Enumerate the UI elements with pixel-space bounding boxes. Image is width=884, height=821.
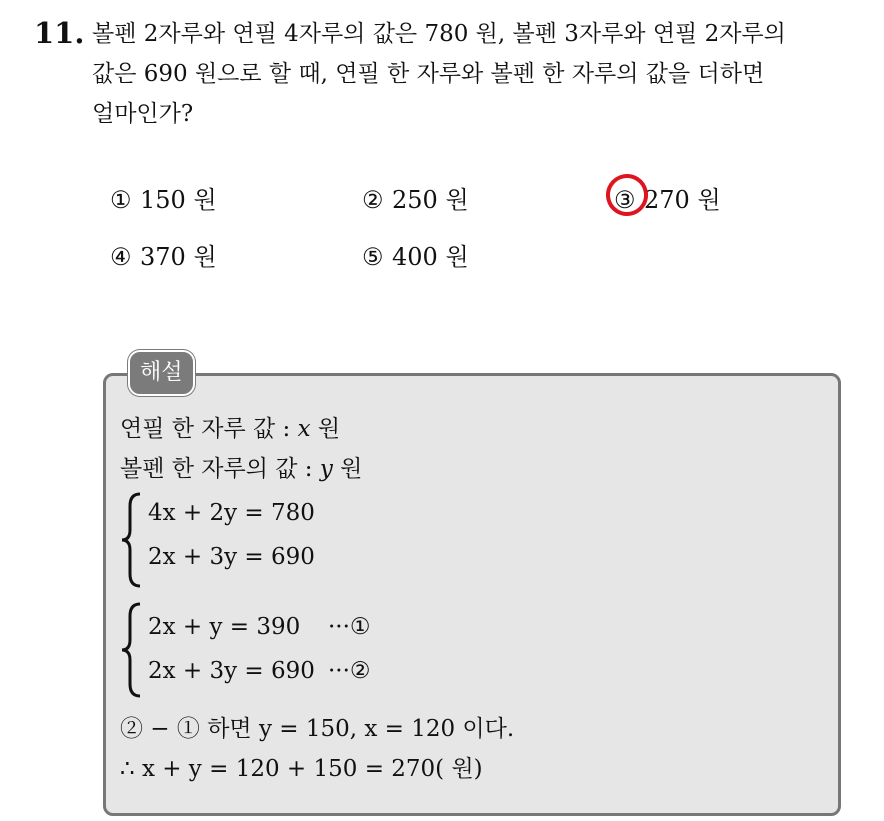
equation: 4x + 2y = 780 <box>148 500 315 526</box>
choice-4[interactable] <box>110 237 217 272</box>
unit-text: 원 <box>310 416 341 442</box>
left-brace-icon <box>120 602 144 698</box>
equation-system-2 <box>120 602 440 698</box>
solution-badge: 해설 <box>128 350 195 396</box>
solution-conclusion-line: ∴ x + y = 120 + 150 = 270( 원) <box>120 756 483 782</box>
variable-x: x <box>297 416 311 442</box>
choice-5[interactable] <box>362 237 469 272</box>
solution-result-line: ② − ① 하면 y = 150, x = 120 이다. <box>120 716 515 742</box>
question-line: 얼마인가? <box>92 101 194 127</box>
solution-line-pencil <box>120 410 340 443</box>
choice-2[interactable] <box>362 180 469 215</box>
choice-label: 150 원 <box>140 186 217 214</box>
equation-system-1 <box>120 492 420 588</box>
choice-1[interactable] <box>110 180 217 215</box>
choice-mark: ⑤ <box>362 243 384 271</box>
choice-mark: ② <box>362 186 384 214</box>
unit-text: 원 <box>332 456 363 482</box>
choice-label: 370 원 <box>140 243 217 271</box>
equation-tag: ···② <box>328 658 371 684</box>
solution-text: 볼펜 한 자루의 값 : <box>120 456 320 482</box>
question-text <box>92 14 872 134</box>
equation: 2x + 3y = 690 <box>148 658 315 684</box>
choice-label: 250 원 <box>392 186 469 214</box>
solution-line-pen <box>120 450 362 483</box>
equation: 2x + y = 390 <box>148 614 301 640</box>
choice-label: 400 원 <box>392 243 469 271</box>
equation-tag: ···① <box>328 614 371 640</box>
choice-mark: ④ <box>110 243 132 271</box>
question-number: 11. <box>34 16 85 50</box>
choice-mark: ③ <box>614 186 636 214</box>
question-line: 값은 690 원으로 할 때, 연필 한 자루와 볼펜 한 자루의 값을 더하면 <box>92 61 765 87</box>
equation: 2x + 3y = 690 <box>148 544 315 570</box>
question-line: 볼펜 2자루와 연필 4자루의 값은 780 원, 볼펜 3자루와 연필 2자루의 <box>92 21 786 47</box>
choice-label: 270 원 <box>644 186 721 214</box>
solution-text: 연필 한 자루 값 : <box>120 416 298 442</box>
variable-y: y <box>319 456 333 482</box>
left-brace-icon <box>120 492 144 588</box>
choice-mark: ① <box>110 186 132 214</box>
